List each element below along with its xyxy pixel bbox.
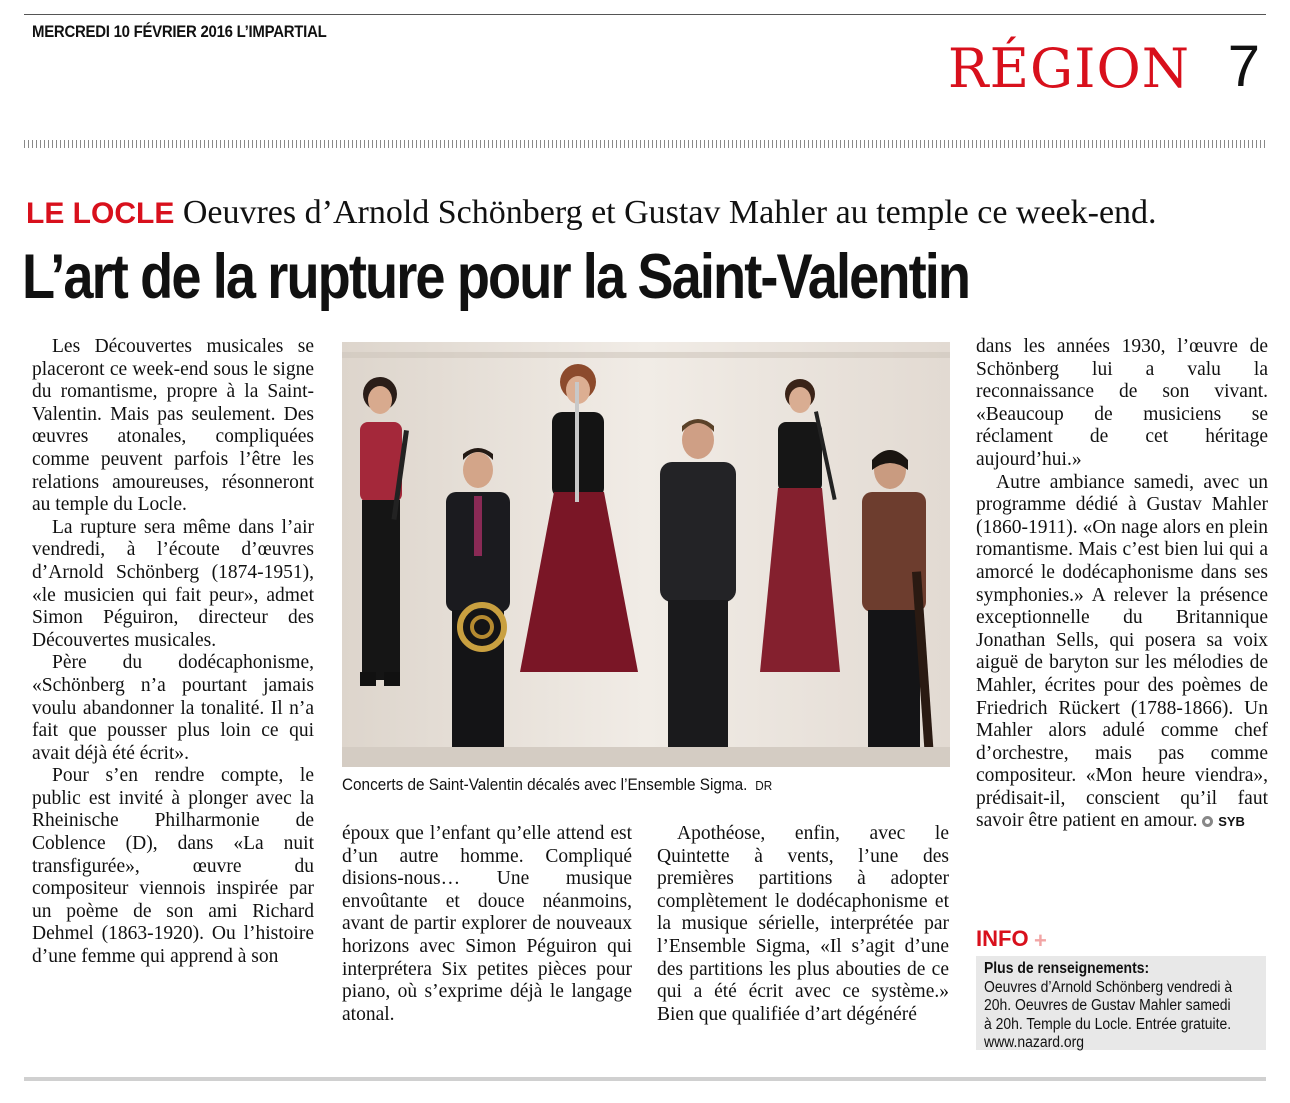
paragraph — [976, 472, 1268, 835]
info-plus-icon: + — [1034, 928, 1047, 953]
top-rule — [24, 14, 1266, 15]
paragraph: dans les années 1930, l’œuvre de Schönberg lui a valu la reconnaissance de son vivant. «Beaucoup de musiciens se réclament de cet héritage aujourd’hui.» — [976, 336, 1268, 470]
info-line: à 20h. Temple du Locle. Entrée gratuite. — [984, 1015, 1232, 1033]
kicker-place: LE LOCLE — [26, 197, 175, 230]
ensemble-photo-illustration — [342, 342, 950, 767]
paragraph: époux que l’enfant qu’elle attend est d’un autre homme. Compliqué disions-nous… Une musique envoûtante et douce néanmoins, avant de partir explorer de nouveaux horizons avec Simon Péguiron qui interprétera Six petites pièces pour piano, où s’exprime déjà le langage atonal. — [342, 823, 632, 1025]
paragraph-text: Autre ambiance samedi, avec un programme dédié à Gustav Mahler (1860-1911). «On nage alors en plein romantisme. Mais c’est bien lui qui a amorcé le dodécaphonisme dans ses symphonies.» A relever la présence exceptionnelle du Britannique Jonathan Sells, qui posera sa voix aiguë de baryton sur les mélodies de Mahler, écrites pour des poèmes de Friedrich Rückert (1788-1866). Un Mahler alors adulé comme chef d’orchestre, mais pas comme compositeur. «Mon heure viendra», prédisait-il, conscient qu’il faut savoir être patient en amour. — [976, 471, 1268, 832]
paragraph: Les Découvertes musicales se placeront ce week-end sous le signe du romantisme, propre à la Saint-Valentin. Mais pas seulement. Des œuvres atonales, compliquées comme peuvent parfois l’être les relations amoureuses, résonneront au temple du Locle. — [32, 336, 314, 516]
signoff-icon — [1202, 816, 1213, 827]
issue-date: MERCREDI 10 FÉVRIER 2016 — [32, 22, 233, 41]
bottom-rule — [24, 1077, 1266, 1081]
section-title: RÉGION — [947, 37, 1190, 100]
info-line: 20h. Oeuvres de Gustav Mahler samedi — [984, 997, 1231, 1014]
column-3 — [657, 823, 949, 1026]
paragraph: La rupture sera même dans l’air vendredi, à l’écoute d’œuvres d’Arnold Schönberg (1874-1951), «le musicien qui fait peur», admet Simon Péguiron, directeur des Découvertes musicales. — [32, 516, 314, 651]
header-dateline — [32, 22, 326, 42]
paragraph: Père du dodécaphonisme, «Schönberg n’a pourtant jamais voulu abandonner la tonalité. Il n’a fait que pousser plus loin ce qui avait déjà été écrit». — [32, 652, 314, 764]
caption-text: Concerts de Saint-Valentin décalés avec l’Ensemble Sigma. — [342, 775, 748, 794]
headline: L’art de la rupture pour la Saint-Valentin — [22, 242, 970, 312]
kicker — [26, 196, 1157, 230]
paragraph: Pour s’en rendre compte, le public est invité à plonger avec la Rheinische Philharmonie de Coblence (D), dans «La nuit transfigurée», œuvre du compositeur viennois inspirée par un poème de son ami Richard Dehmel (1863-1920). Ou l’histoire d’une femme qui apprend à son — [32, 765, 314, 968]
info-title: Plus de renseignements: — [984, 960, 1150, 977]
info-label: INFO — [976, 926, 1029, 951]
author-signoff: SYB — [1218, 814, 1245, 830]
paragraph: Apothéose, enfin, avec le Quintette à vents, l’une des premières partitions à adopter complètement le dodécaphonisme et la musique sérielle, interprétée par l’Ensemble Sigma, «Il s’agit d’une des partitions les plus abouties de ce qui a été écrit avec ce système.» Bien que qualifiée d’art dégénéré — [657, 823, 949, 1025]
column-1 — [32, 336, 314, 969]
info-text — [984, 960, 1236, 1053]
info-website: www.nazard.org — [984, 1034, 1085, 1051]
column-4 — [976, 336, 1268, 834]
newspaper-name: L’IMPARTIAL — [236, 22, 327, 41]
ensemble-photo — [342, 342, 950, 767]
column-2 — [342, 823, 632, 1026]
dotted-rule — [24, 140, 1266, 148]
photo-caption — [342, 775, 772, 795]
page-number: 7 — [1227, 34, 1260, 99]
photo-credit: DR — [755, 778, 773, 793]
info-line: Oeuvres d’Arnold Schönberg vendredi à — [984, 978, 1233, 996]
kicker-subtitle: Oeuvres d’Arnold Schönberg et Gustav Mahler au temple ce week-end. — [182, 194, 1157, 231]
